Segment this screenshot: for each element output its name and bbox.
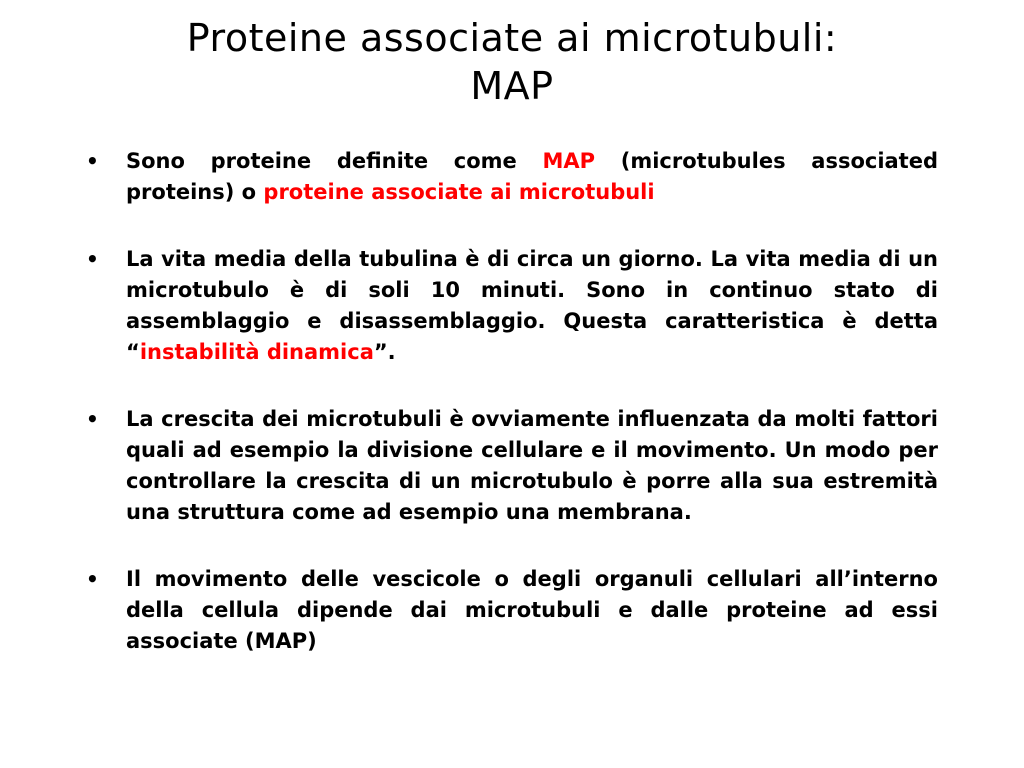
bullet-text: (microtubules associated proteins) o <box>126 149 938 204</box>
bullet-text: Sono proteine definite come <box>126 149 543 173</box>
highlight-text-instabilita: instabilità dinamica <box>139 340 374 364</box>
highlight-text-proteine: proteine associate ai microtubuli <box>263 180 655 204</box>
bullet-item-movimento <box>86 564 938 657</box>
title-line-2: MAP <box>470 64 554 108</box>
bullet-dot-icon: • <box>86 567 99 591</box>
bullet-text: La crescita dei microtubuli è ovviamente influenzata da molti fattori quali ad esempio la divisione cellulare e il movimento. Un modo per controllare la crescita di un microtubulo è porre alla sua estremità una struttura come ad esempio una membrana. <box>126 407 938 524</box>
bullet-text: Il movimento delle vescicole o degli organuli cellulari all’interno della cellula dipende dai microtubuli e dalle proteine ad essi associate (MAP) <box>126 567 938 653</box>
slide-title <box>60 14 964 110</box>
bullet-list <box>86 146 938 693</box>
bullet-item-vita-media <box>86 244 938 368</box>
bullet-dot-icon: • <box>86 407 99 431</box>
bullet-text: La vita media della tubulina è di circa un giorno. La vita media di un microtubulo è di soli 10 minuti. Sono in continuo stato di assemblaggio e disassemblaggio. Questa caratteristica è detta “ <box>126 247 938 364</box>
bullet-text: ”. <box>373 340 396 364</box>
bullet-item-map-definition <box>86 146 938 208</box>
bullet-dot-icon: • <box>86 149 99 173</box>
highlight-text-map: MAP <box>542 149 596 173</box>
title-line-1: Proteine associate ai microtubuli: <box>186 16 838 60</box>
bullet-item-crescita <box>86 404 938 528</box>
bullet-dot-icon: • <box>86 247 99 271</box>
